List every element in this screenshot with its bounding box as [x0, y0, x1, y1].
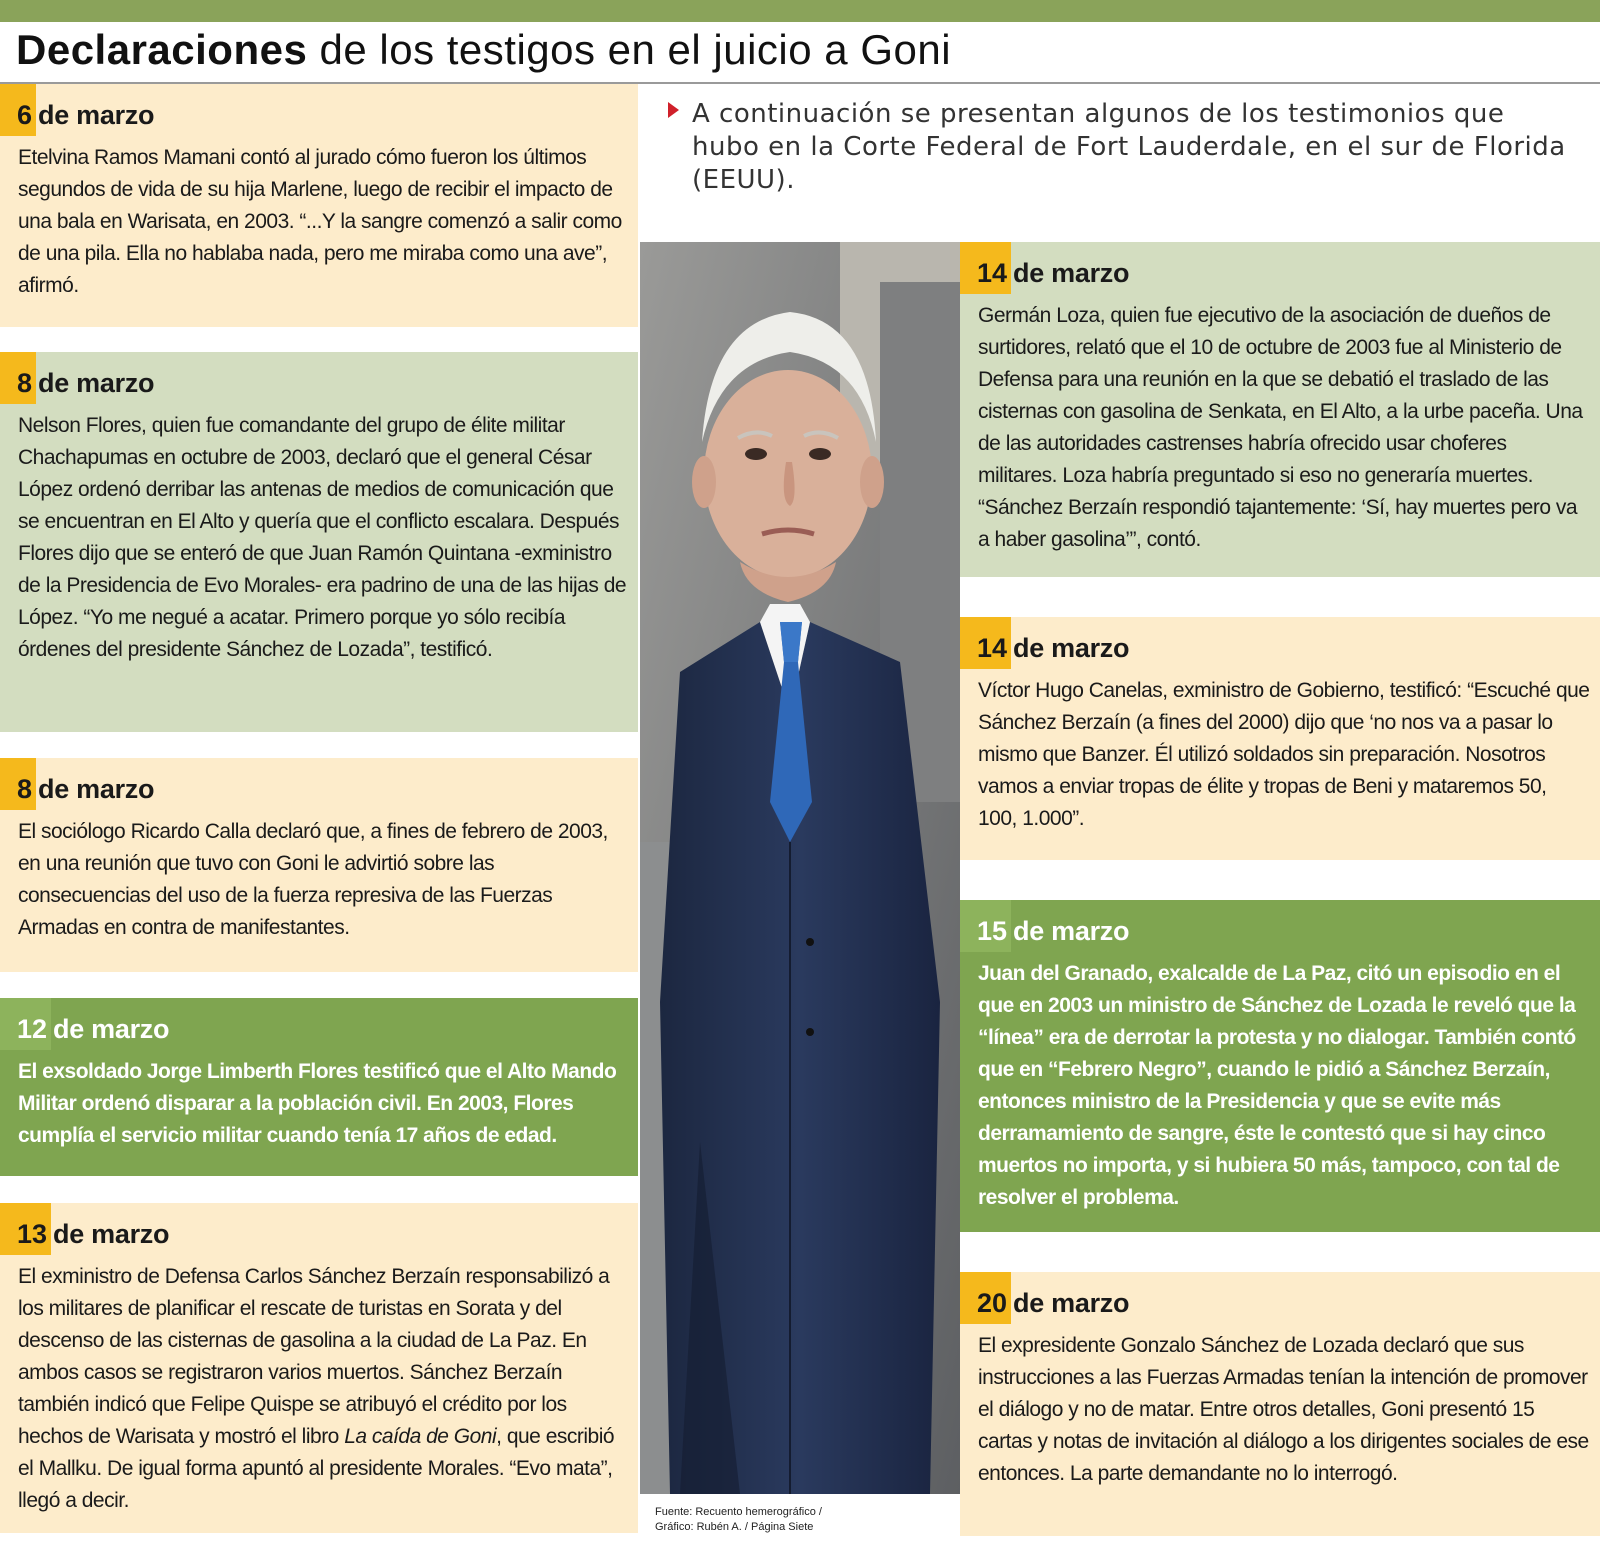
date-label [960, 900, 1129, 952]
date-label [0, 758, 154, 810]
date-month: de marzo [38, 368, 155, 398]
date-day: 8 [0, 352, 36, 404]
date-day: 14 [960, 617, 1011, 669]
source-credits [655, 1505, 822, 1535]
date-label [0, 84, 154, 136]
graphic-credit-line: Gráfico: Rubén A. / Página Siete [655, 1521, 814, 1533]
red-marker-icon [668, 102, 679, 118]
testimony-text: Etelvina Ramos Mamani contó al jurado cómo fueron los últimos segundos de vida de su hija Marlene, luego de recibir el impacto de una bala en Warisata, en 2003. “...Y la sangre comenzó a salir como de una pila. Ella no hablaba nada, pero me miraba como una ave”, afirmó. [18, 146, 622, 297]
date-label [960, 617, 1129, 669]
date-day: 13 [0, 1203, 51, 1255]
testimony-card-8-marzo-a [0, 352, 638, 732]
top-color-bar [0, 0, 1600, 22]
date-day: 12 [0, 998, 51, 1050]
portrait-illustration [640, 242, 960, 1494]
text-before: El exministro de Defensa Carlos Sánchez Berzaín responsabilizó a los militares de planificar el rescate de turistas en Sorata y del descenso de las cisternas de gasolina a la ciudad de La Paz. En ambos casos se registraron varios muertos. Sánchez Berzaín también indicó que Felipe Quispe se atribuyó el crédito por los hechos de Warisata y mostró el libro [18, 1265, 610, 1448]
date-label [0, 352, 154, 404]
date-month: de marzo [38, 774, 155, 804]
date-month: de marzo [53, 1014, 170, 1044]
defendant-photo [640, 242, 960, 1494]
date-month: de marzo [1013, 1288, 1130, 1318]
date-month: de marzo [53, 1219, 170, 1249]
date-label [0, 998, 169, 1050]
date-month: de marzo [1013, 633, 1130, 663]
testimony-text [18, 1261, 628, 1517]
testimony-text: El sociólogo Ricardo Calla declaró que, a fines de febrero de 2003, en una reunión que tuvo con Goni le advirtió sobre las consecuencias del uso de la fuerza represiva de las Fuerzas Armadas en contra de manifestantes. [18, 820, 608, 939]
date-month: de marzo [1013, 258, 1130, 288]
testimony-text: El expresidente Gonzalo Sánchez de Lozada declaró que sus instrucciones a las Fuerzas Armadas tenían la intención de promover el diálogo y no de matar. Entre otros detalles, Goni presentó 15 cartas y notas de invitación al diálogo a los dirigentes sociales de ese entonces. La parte demandante no lo interrogó. [978, 1334, 1589, 1485]
date-label [960, 1272, 1129, 1324]
title-bold: Declaraciones [16, 26, 308, 73]
testimony-text: Nelson Flores, quien fue comandante del grupo de élite militar Chachapumas en octubre de 2003, declaró que el general César López ordenó derribar las antenas de medios de comunicación que se encuentran en El Alto y quería que el conflicto escalara. Después Flores dijo que se enteró de que Juan Ramón Quintana -exministro de la Presidencia de Evo Morales- era padrino de una de las hijas de López. “Yo me negué a acatar. Primero porque yo sólo recibía órdenes del presidente Sánchez de Lozada”, testificó. [18, 414, 627, 661]
testimony-card-12-marzo [0, 998, 638, 1176]
testimony-card-8-marzo-b [0, 758, 638, 972]
testimony-card-20-marzo [960, 1272, 1600, 1536]
date-label [0, 1203, 169, 1255]
date-month: de marzo [38, 100, 155, 130]
text-after: , que escribió el Mallku. De igual forma apuntó al presidente Morales. “Evo mata”, llegó a decir. [18, 1425, 615, 1512]
book-title: La caída de Goni [344, 1425, 497, 1448]
testimony-text: Víctor Hugo Canelas, exministro de Gobierno, testificó: “Escuché que Sánchez Berzaín (a fines del 2000) dijo que ‘no nos va a pasar lo mismo que Banzer. Él utilizó soldados sin preparación. Nosotros vamos a enviar tropas de élite y tropas de Beni y mataremos 50, 100, 1.000”. [978, 679, 1590, 830]
testimony-card-13-marzo [0, 1203, 638, 1533]
testimony-card-15-marzo [960, 900, 1600, 1232]
source-line: Fuente: Recuento hemerográfico / [655, 1506, 822, 1518]
intro-text: A continuación se presentan algunos de los testimonios que hubo en la Corte Federal de Fort Lauderdale, en el sur de Florida (EEUU). [692, 99, 1566, 195]
testimony-card-6-marzo [0, 84, 638, 327]
date-day: 15 [960, 900, 1011, 952]
testimony-text: Juan del Granado, exalcalde de La Paz, citó un episodio en el que en 2003 un ministro de Sánchez de Lozada le reveló que la “línea” era de derrotar la protesta y no dialogar. También contó que en “Febrero Negro”, cuando le pidió a Sánchez Berzaín, entonces ministro de la Presidencia y que se evite más derramamiento de sangre, éste le contestó que si hay cinco muertos no importa, y si hubiera 50 más, tampoco, con tal de resolver el problema. [978, 962, 1576, 1209]
page-title [16, 26, 951, 74]
date-day: 6 [0, 84, 36, 136]
date-label [960, 242, 1129, 294]
date-day: 20 [960, 1272, 1011, 1324]
testimony-text: Germán Loza, quien fue ejecutivo de la asociación de dueños de surtidores, relató que el 10 de octubre de 2003 fue al Ministerio de Defensa para una reunión en la que se debatió el traslado de las cisternas con gasolina de Senkata, en El Alto, a la urbe paceña. Una de las autoridades castrenses habría ofrecido usar choferes militares. Loza habría preguntado si eso no generaría muertes. “Sánchez Berzaín respondió tajantemente: ‘Sí, hay muertes pero va a haber gasolina’”, contó. [978, 304, 1583, 551]
testimony-card-14-marzo-a [960, 242, 1600, 577]
title-rest: de los testigos en el juicio a Goni [307, 26, 952, 73]
date-month: de marzo [1013, 916, 1130, 946]
testimony-card-14-marzo-b [960, 617, 1600, 860]
testimony-text: El exsoldado Jorge Limberth Flores testificó que el Alto Mando Militar ordenó disparar a la población civil. En 2003, Flores cumplía el servicio militar cuando tenía 17 años de edad. [18, 1060, 617, 1147]
date-day: 8 [0, 758, 36, 810]
date-day: 14 [960, 242, 1011, 294]
